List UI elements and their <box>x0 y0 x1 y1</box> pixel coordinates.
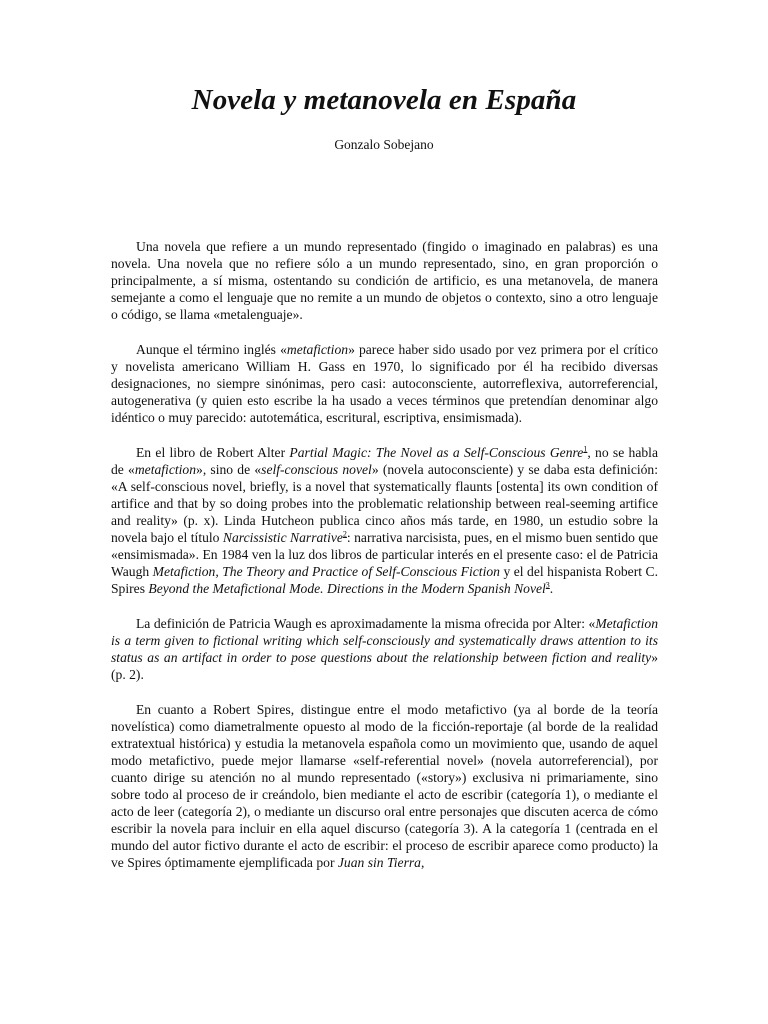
text-span: En cuanto a Robert Spires, distingue entre el modo metafictivo (ya al borde de la teoría novelística) como diametralmente opuesto al modo de la ficción-reportaje (al borde de la realidad extratextual histórica) y estudia la metanovela española como un movimiento que, usando de aquel modo metafictivo, puede mejor llamarse «self-referential novel» (novela autorreferencial), por cuanto dirige su atención no al mundo representado («story») exclusiva ni primariamente, sino sobre todo al proceso de ir creándolo, bien mediante el acto de escribir (categoría 1), o mediante el acto de leer (categoría 2), o mediante un discurso oral entre personajes que discuten acerca de cómo escribir la novela para incluir en ella aquel discurso (categoría 3). A la categoría 1 (centrada en el mundo del autor fictivo durante el acto de escribir: el proceso de escribir aparece como producto) la ve Spires óptimamente ejemplificada por <box>111 702 658 870</box>
text-span: y el del hispanista Robert C. Spires <box>111 564 658 596</box>
text-span: » (novela autoconsciente) y se daba esta definición: «A self-conscious novel, briefly, is a novel that systematically flaunts [ostenta] its own condition of artifice and that by so doing probes into the problematic relationship between real-seeming artifice and reality» (p. x). Linda Hutcheon publica cinco años más tarde, en 1980, un estudio sobre la novela bajo el título <box>111 462 658 545</box>
italic-quote: Metafiction is a term given to fictional writing which self-consciously and systematically draws attention to its status as an artifact in order to pose questions about the relationship between fiction and reality <box>111 616 658 665</box>
book-title: Partial Magic: The Novel as a Self-Conscious Genre <box>289 445 584 460</box>
text-span: » parece haber sido usado por vez primera por el crítico y novelista americano William H. Gass en 1970, lo significado por él ha recibido diversas designaciones, no siempre sinónimas, pero casi: autoconsciente, autorreflexiva, autorreferencial, autogenerativa (y quien esto escribe la ha usado a veces términos que pretendían denominar algo idéntico o muy parecido: autotemática, escritural, escriptiva, ensimismada). <box>111 342 658 425</box>
paragraph-1: Una novela que refiere a un mundo representado (fingido o imaginado en palabras) es una novela. Una novela que no refiere sólo a un mundo representado, sino, en gran proporción o principalmente, a sí misma, ostentando su condición de artificio, es una metanovela, de manera semejante a como el lenguaje que no remite a un mundo de objetos o contexto, sino a otro lenguaje o código, se llama «metalenguaje». <box>111 239 658 322</box>
text-span: », sino de « <box>196 462 262 477</box>
paragraph-2 <box>111 341 658 426</box>
book-title: Beyond the Metafictional Mode. Directions in the Modern Spanish Novel <box>148 581 546 596</box>
text-span: . <box>549 581 554 596</box>
book-title: Juan sin Tierra <box>337 855 421 870</box>
text-span: La definición de Patricia Waugh es aproximadamente la misma ofrecida por Alter: « <box>136 616 596 631</box>
italic-term: metafiction <box>286 342 349 357</box>
italic-term: metafiction <box>134 462 197 477</box>
text-span: , no se habla de « <box>111 445 658 477</box>
text-span: En el libro de Robert Alter <box>136 445 290 460</box>
document-body <box>111 238 658 871</box>
text-span: » (p. 2). <box>111 650 658 682</box>
italic-term: self-conscious novel <box>261 462 372 477</box>
paragraph-3 <box>111 444 658 597</box>
footnote-link-2[interactable]: 2 <box>342 529 347 539</box>
book-title: Metafiction, The Theory and Practice of Self-Conscious Fiction <box>152 564 500 579</box>
paragraph-4 <box>111 615 658 683</box>
paragraph-5 <box>111 701 658 871</box>
document-title: Novela y metanovela en España <box>191 84 577 116</box>
author-name: Gonzalo Sobejano <box>334 137 434 152</box>
footnote-link-1[interactable]: 1 <box>583 444 588 454</box>
book-title: Narcissistic Narrative <box>222 530 343 545</box>
footnote-link-3[interactable]: 3 <box>545 580 550 590</box>
text-span: , <box>420 855 425 870</box>
text-span: : narrativa narcisista, pues, en el mismo buen sentido que «ensimismada». En 1984 ven la luz dos libros de particular interés en el presente caso: el de Patricia Waugh <box>111 530 658 579</box>
text-span: Aunque el término inglés « <box>136 342 287 357</box>
